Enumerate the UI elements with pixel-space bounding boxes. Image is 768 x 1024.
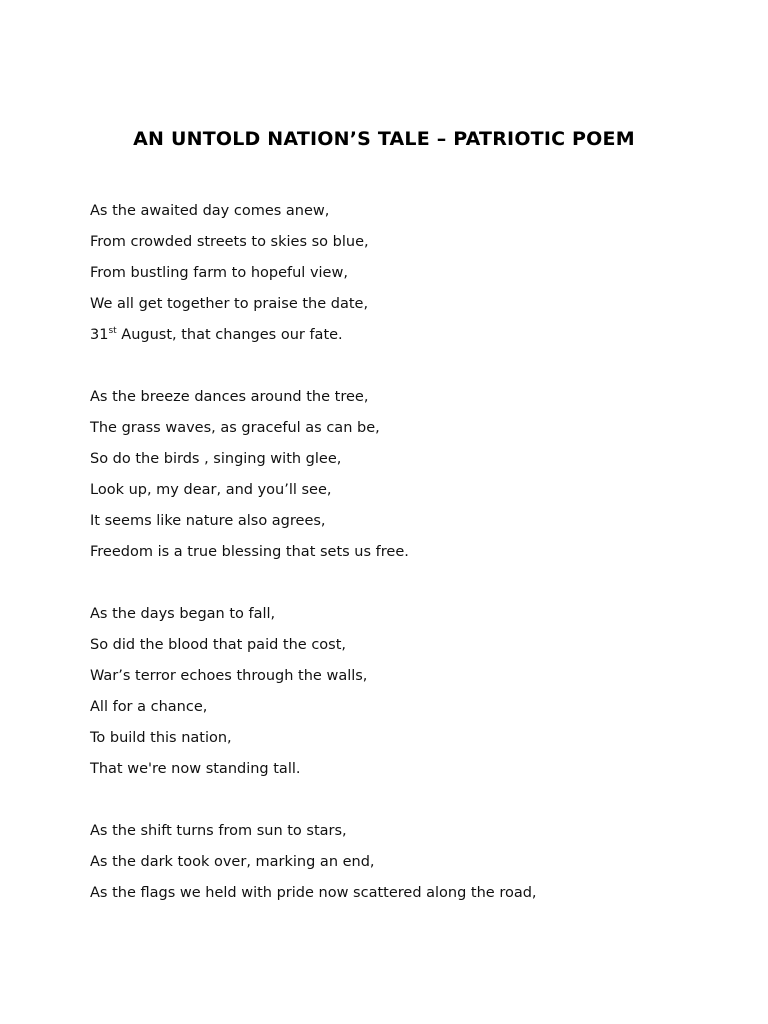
poem-line: As the awaited day comes anew,	[90, 203, 330, 219]
poem-line: It seems like nature also agrees,	[90, 513, 326, 529]
stanza-2	[90, 382, 730, 568]
poem-line: As the flags we held with pride now scattered along the road,	[90, 885, 537, 901]
stanza-3	[90, 599, 730, 785]
poem-title: AN UNTOLD NATION’S TALE – PATRIOTIC POEM	[133, 128, 635, 150]
poem-line: So did the blood that paid the cost,	[90, 637, 347, 653]
poem-line: Look up, my dear, and you’ll see,	[90, 482, 332, 498]
poem-line: From bustling farm to hopeful view,	[90, 265, 348, 281]
poem-line: That we're now standing tall.	[90, 761, 301, 777]
poem-line: As the breeze dances around the tree,	[90, 389, 369, 405]
poem-body	[90, 196, 730, 940]
stanza-4	[90, 816, 730, 909]
poem-line: To build this nation,	[90, 730, 232, 746]
poem-line: All for a chance,	[90, 699, 208, 715]
poem-line: So do the birds , singing with glee,	[90, 451, 342, 467]
date-day: 31	[90, 327, 109, 343]
poem-line: Freedom is a true blessing that sets us free.	[90, 544, 409, 560]
stanza-1	[90, 196, 730, 351]
poem-line: The grass waves, as graceful as can be,	[90, 420, 380, 436]
poem-line: We all get together to praise the date,	[90, 296, 369, 312]
poem-line: As the dark took over, marking an end,	[90, 854, 375, 870]
poem-line: As the shift turns from sun to stars,	[90, 823, 347, 839]
poem-line: As the days began to fall,	[90, 606, 276, 622]
poem-line: From crowded streets to skies so blue,	[90, 234, 369, 250]
poem-line: War’s terror echoes through the walls,	[90, 668, 368, 684]
date-ordinal-suffix: st	[108, 326, 117, 336]
poem-line-date	[90, 320, 730, 351]
date-line-rest: August, that changes our fate.	[116, 327, 343, 343]
